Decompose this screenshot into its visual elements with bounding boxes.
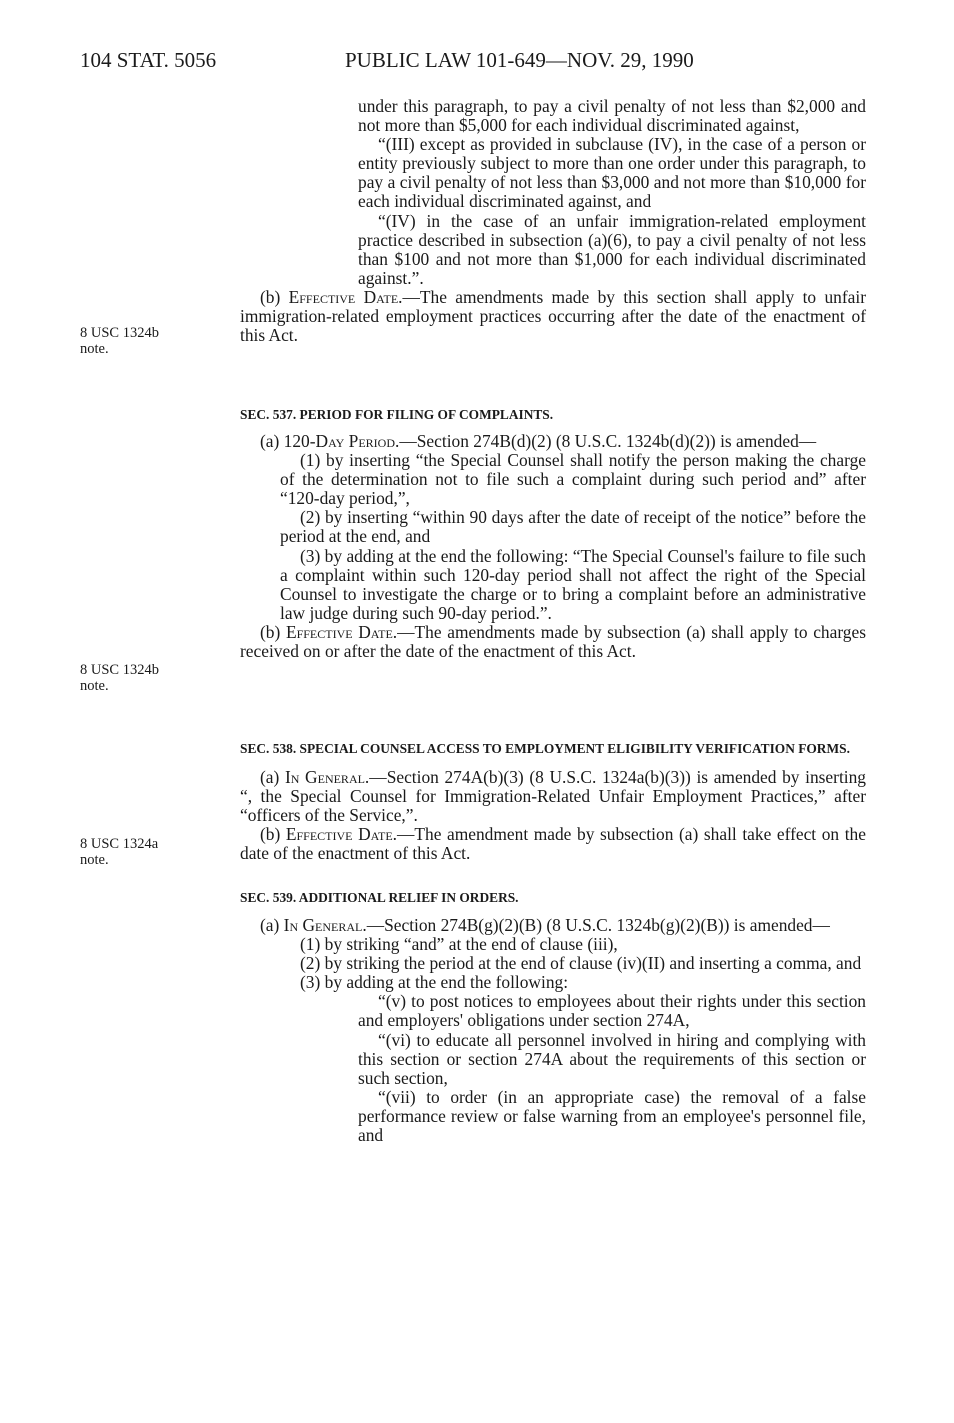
paragraph-2: (2) by striking the period at the end of clause (iv)(II) and inserting a comma, and	[300, 953, 862, 974]
margin-note: 8 USC 1324b note.	[80, 662, 159, 694]
subsection-b: (b) Effective Date.—The amendments made by this section shall apply to unfair immigration-related employment practices occurring after the date of the enactment of this Act.	[240, 286, 866, 346]
subsection-a: (a) 120-Day Period.—Section 274B(d)(2) (8 U.S.C. 1324b(d)(2)) is amended—	[260, 431, 817, 451]
page-citation: 104 STAT. 5056	[80, 48, 217, 72]
paragraph-2: (2) by inserting “within 90 days after the date of receipt of the notice” before the period at the end, and	[280, 507, 866, 547]
clause-iv: “(IV) in the case of an unfair immigration-related employment practice described in subsection (a)(6), to pay a civil penalty of not less than $100 and not more than $1,000 for each individual discriminated against.”.	[358, 210, 866, 288]
section-539	[240, 889, 866, 1145]
margin-note: 8 USC 1324a note.	[80, 836, 159, 868]
subsection-a: (a) In General.—Section 274B(g)(2)(B) (8 U.S.C. 1324b(g)(2)(B)) is amended—	[260, 915, 830, 935]
section-heading: SEC. 537. PERIOD FOR FILING OF COMPLAINTS.	[240, 407, 554, 422]
paragraph-1: (1) by striking “and” at the end of clause (iii),	[300, 934, 618, 955]
paragraph-3: (3) by adding at the end the following:	[300, 972, 569, 993]
section-537	[240, 406, 866, 661]
paragraph-3: (3) by adding at the end the following: “The Special Counsel's failure to file such a complaint within such 120-day period shall not affect the right of the Special Counsel to investigate the charge or to bring a complaint before an administrative law judge during such 90-day period.”.	[280, 545, 866, 623]
section-538	[240, 740, 866, 863]
subsection-b: (b) Effective Date.—The amendments made by subsection (a) shall apply to charges received on or after the date of the enactment of this Act.	[240, 621, 866, 662]
paragraph-1: (1) by inserting “the Special Counsel shall notify the person making the charge of the determination not to file such a complaint during such period and” after “120-day period,”,	[280, 450, 866, 509]
clause-v: “(v) to post notices to employees about their rights under this section and employers' obligations under section 274A,	[358, 991, 866, 1031]
clause-vii: “(vii) to order (in an appropriate case) the removal of a false performance review or false warning from an employee's personnel file, and	[358, 1086, 866, 1146]
section-heading: SEC. 539. ADDITIONAL RELIEF IN ORDERS.	[240, 890, 519, 905]
subsection-b: (b) Effective Date.—The amendment made by subsection (a) shall take effect on the date of the enactment of this Act.	[240, 824, 866, 864]
subsection-a: (a) In General.—Section 274A(b)(3) (8 U.S.C. 1324a(b)(3)) is amended by inserting “, the Special Counsel for Immigration-Related Unfair Employment Practices,” after “officers of the Service,”.	[240, 767, 866, 826]
page-title: PUBLIC LAW 101-649—NOV. 29, 1990	[345, 48, 694, 72]
clause-vi: “(vi) to educate all personnel involved in hiring and complying with this section or section 274A about the requirements of this section or such section,	[358, 1029, 866, 1088]
clause-text: under this paragraph, to pay a civil penalty of not less than $2,000 and not more than $5,000 for each individual discriminated against,	[358, 96, 866, 136]
clause-block	[240, 97, 866, 345]
margin-note: 8 USC 1324b note.	[80, 325, 159, 357]
clause-iii: “(III) except as provided in subclause (IV), in the case of a person or entity previously subject to more than one order under this paragraph, to pay a civil penalty of not less than $3,000 and not more than $10,000 for each individual discriminated against, and	[358, 134, 866, 212]
section-heading: SEC. 538. SPECIAL COUNSEL ACCESS TO EMPLOYMENT ELIGIBILITY VERIFICATION FORMS.	[240, 741, 850, 756]
